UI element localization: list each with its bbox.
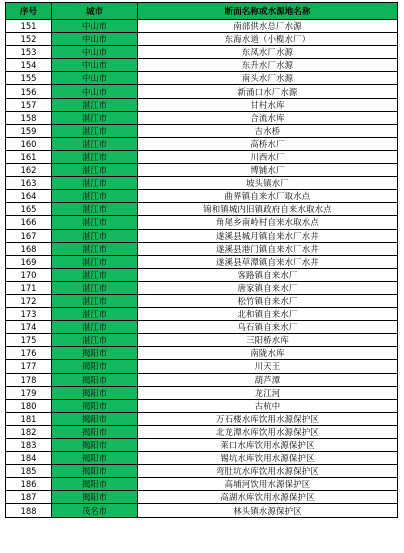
table-row xyxy=(6,425,398,438)
row-city-cell: 湛江市 xyxy=(52,216,138,229)
row-seq-cell: 177 xyxy=(6,360,52,373)
row-name-cell: 锦和镇城内旧镇政府自来水取水点 xyxy=(138,203,398,216)
row-city-cell: 湛江市 xyxy=(52,308,138,321)
row-seq-cell: 184 xyxy=(6,452,52,465)
row-seq-cell: 161 xyxy=(6,150,52,163)
table-row xyxy=(6,33,398,46)
row-name-cell: 曲界镇自来水厂取水点 xyxy=(138,190,398,203)
row-name-cell: 东凤水厂水源 xyxy=(138,46,398,59)
row-name-cell: 万石楼水库饮用水源保护区 xyxy=(138,412,398,425)
row-city-cell: 湛江市 xyxy=(52,334,138,347)
table-row xyxy=(6,334,398,347)
row-name-cell: 遂溪县港门镇自来水厂水井 xyxy=(138,242,398,255)
row-city-cell: 湛江市 xyxy=(52,294,138,307)
row-name-cell: 高埔河饮用水源保护区 xyxy=(138,478,398,491)
row-city-cell: 湛江市 xyxy=(52,190,138,203)
row-city-cell: 揭阳市 xyxy=(52,439,138,452)
row-seq-cell: 188 xyxy=(6,504,52,517)
table-row xyxy=(6,478,398,491)
row-seq-cell: 185 xyxy=(6,465,52,478)
row-city-cell: 湛江市 xyxy=(52,150,138,163)
header-seq: 序号 xyxy=(6,3,52,20)
row-city-cell: 湛江市 xyxy=(52,177,138,190)
row-seq-cell: 157 xyxy=(6,98,52,111)
row-city-cell: 湛江市 xyxy=(52,281,138,294)
row-seq-cell: 153 xyxy=(6,46,52,59)
table-row xyxy=(6,46,398,59)
row-city-cell: 揭阳市 xyxy=(52,478,138,491)
row-name-cell: 葫芦潭 xyxy=(138,373,398,386)
row-seq-cell: 154 xyxy=(6,59,52,72)
row-city-cell: 湛江市 xyxy=(52,229,138,242)
header-city: 城市 xyxy=(52,3,138,20)
row-city-cell: 揭阳市 xyxy=(52,386,138,399)
row-city-cell: 揭阳市 xyxy=(52,373,138,386)
row-city-cell: 湛江市 xyxy=(52,203,138,216)
row-name-cell: 东海水道（小榄水厂） xyxy=(138,33,398,46)
row-name-cell: 南陇水库 xyxy=(138,347,398,360)
row-seq-cell: 151 xyxy=(6,20,52,33)
row-seq-cell: 171 xyxy=(6,281,52,294)
row-city-cell: 湛江市 xyxy=(52,111,138,124)
row-name-cell: 甘村水库 xyxy=(138,98,398,111)
row-city-cell: 湛江市 xyxy=(52,137,138,150)
row-name-cell: 川西水厂 xyxy=(138,150,398,163)
table-row xyxy=(6,137,398,150)
row-name-cell: 三阳桥水库 xyxy=(138,334,398,347)
row-name-cell: 北龙潭水库饮用水源保护区 xyxy=(138,425,398,438)
row-seq-cell: 175 xyxy=(6,334,52,347)
row-seq-cell: 169 xyxy=(6,255,52,268)
table-row xyxy=(6,59,398,72)
table-row xyxy=(6,20,398,33)
table-row xyxy=(6,373,398,386)
table-row xyxy=(6,111,398,124)
row-city-cell: 中山市 xyxy=(52,33,138,46)
row-city-cell: 揭阳市 xyxy=(52,412,138,425)
row-city-cell: 中山市 xyxy=(52,59,138,72)
table-row xyxy=(6,308,398,321)
row-seq-cell: 152 xyxy=(6,33,52,46)
row-name-cell: 莱口水库饮用水源保护区 xyxy=(138,439,398,452)
row-seq-cell: 174 xyxy=(6,321,52,334)
table-row xyxy=(6,190,398,203)
row-seq-cell: 164 xyxy=(6,190,52,203)
row-name-cell: 南部供水总厂水源 xyxy=(138,20,398,33)
table-row xyxy=(6,203,398,216)
table-body xyxy=(6,20,398,518)
table-row xyxy=(6,150,398,163)
row-seq-cell: 178 xyxy=(6,373,52,386)
row-name-cell: 遂溪县城月镇自来水厂水井 xyxy=(138,229,398,242)
row-city-cell: 茂名市 xyxy=(52,504,138,517)
row-city-cell: 揭阳市 xyxy=(52,425,138,438)
table-row xyxy=(6,216,398,229)
table-row xyxy=(6,465,398,478)
row-seq-cell: 156 xyxy=(6,85,52,98)
table-row xyxy=(6,491,398,504)
row-name-cell: 角尾乡南岭村自来水取水点 xyxy=(138,216,398,229)
row-name-cell: 唐家镇自来水厂 xyxy=(138,281,398,294)
row-name-cell: 坡头镇水厂 xyxy=(138,177,398,190)
row-seq-cell: 162 xyxy=(6,164,52,177)
table-row xyxy=(6,281,398,294)
row-seq-cell: 187 xyxy=(6,491,52,504)
row-name-cell: 川天王 xyxy=(138,360,398,373)
row-city-cell: 湛江市 xyxy=(52,255,138,268)
row-city-cell: 揭阳市 xyxy=(52,360,138,373)
table-row xyxy=(6,347,398,360)
row-seq-cell: 163 xyxy=(6,177,52,190)
table-row xyxy=(6,439,398,452)
row-city-cell: 揭阳市 xyxy=(52,465,138,478)
row-name-cell: 遂溪县草潭镇自来水厂水井 xyxy=(138,255,398,268)
row-seq-cell: 167 xyxy=(6,229,52,242)
table-row xyxy=(6,98,398,111)
row-city-cell: 中山市 xyxy=(52,20,138,33)
row-name-cell: 锡坑水库饮用水源保护区 xyxy=(138,452,398,465)
row-city-cell: 湛江市 xyxy=(52,98,138,111)
row-seq-cell: 181 xyxy=(6,412,52,425)
table-row xyxy=(6,255,398,268)
row-seq-cell: 158 xyxy=(6,111,52,124)
table-row xyxy=(6,124,398,137)
row-name-cell: 乌石镇自来水厂 xyxy=(138,321,398,334)
row-seq-cell: 186 xyxy=(6,478,52,491)
row-city-cell: 湛江市 xyxy=(52,124,138,137)
table-row xyxy=(6,164,398,177)
row-seq-cell: 168 xyxy=(6,242,52,255)
row-name-cell: 吉水桥 xyxy=(138,124,398,137)
row-name-cell: 高桥水厂 xyxy=(138,137,398,150)
table-row xyxy=(6,399,398,412)
row-name-cell: 合流水库 xyxy=(138,111,398,124)
row-city-cell: 揭阳市 xyxy=(52,452,138,465)
row-seq-cell: 176 xyxy=(6,347,52,360)
row-name-cell: 东升水厂水源 xyxy=(138,59,398,72)
row-city-cell: 湛江市 xyxy=(52,164,138,177)
row-city-cell: 湛江市 xyxy=(52,268,138,281)
table-row xyxy=(6,321,398,334)
row-name-cell: 北和镇自来水厂 xyxy=(138,308,398,321)
row-seq-cell: 170 xyxy=(6,268,52,281)
row-seq-cell: 159 xyxy=(6,124,52,137)
row-city-cell: 中山市 xyxy=(52,85,138,98)
row-city-cell: 中山市 xyxy=(52,72,138,85)
row-seq-cell: 180 xyxy=(6,399,52,412)
row-seq-cell: 173 xyxy=(6,308,52,321)
row-name-cell: 客路镇自来水厂 xyxy=(138,268,398,281)
row-city-cell: 湛江市 xyxy=(52,321,138,334)
row-name-cell: 古杭中 xyxy=(138,399,398,412)
row-name-cell: 新涌口水厂水源 xyxy=(138,85,398,98)
row-name-cell: 松竹镇自来水厂 xyxy=(138,294,398,307)
table-row xyxy=(6,360,398,373)
row-seq-cell: 182 xyxy=(6,425,52,438)
row-name-cell: 林头镇水源保护区 xyxy=(138,504,398,517)
row-city-cell: 湛江市 xyxy=(52,242,138,255)
table-row xyxy=(6,85,398,98)
row-city-cell: 揭阳市 xyxy=(52,399,138,412)
table-row xyxy=(6,386,398,399)
row-seq-cell: 160 xyxy=(6,137,52,150)
row-name-cell: 高湖水库饮用水源保护区 xyxy=(138,491,398,504)
table-header-row xyxy=(6,3,398,20)
table-row xyxy=(6,177,398,190)
row-city-cell: 揭阳市 xyxy=(52,491,138,504)
water-source-table-container xyxy=(5,2,398,518)
water-source-table xyxy=(5,2,398,518)
row-seq-cell: 172 xyxy=(6,294,52,307)
table-row xyxy=(6,452,398,465)
row-name-cell: 龙江河 xyxy=(138,386,398,399)
table-row xyxy=(6,242,398,255)
row-seq-cell: 165 xyxy=(6,203,52,216)
row-seq-cell: 183 xyxy=(6,439,52,452)
table-row xyxy=(6,294,398,307)
row-city-cell: 揭阳市 xyxy=(52,347,138,360)
row-name-cell: 南头水厂水源 xyxy=(138,72,398,85)
table-row xyxy=(6,229,398,242)
table-row xyxy=(6,504,398,517)
row-city-cell: 中山市 xyxy=(52,46,138,59)
table-row xyxy=(6,412,398,425)
row-seq-cell: 155 xyxy=(6,72,52,85)
header-name: 断面名称或水源地名称 xyxy=(138,3,398,20)
row-seq-cell: 179 xyxy=(6,386,52,399)
row-name-cell: 弯肚坑水库饮用水源保护区 xyxy=(138,465,398,478)
table-row xyxy=(6,268,398,281)
table-row xyxy=(6,72,398,85)
row-name-cell: 博铺水厂 xyxy=(138,164,398,177)
row-seq-cell: 166 xyxy=(6,216,52,229)
